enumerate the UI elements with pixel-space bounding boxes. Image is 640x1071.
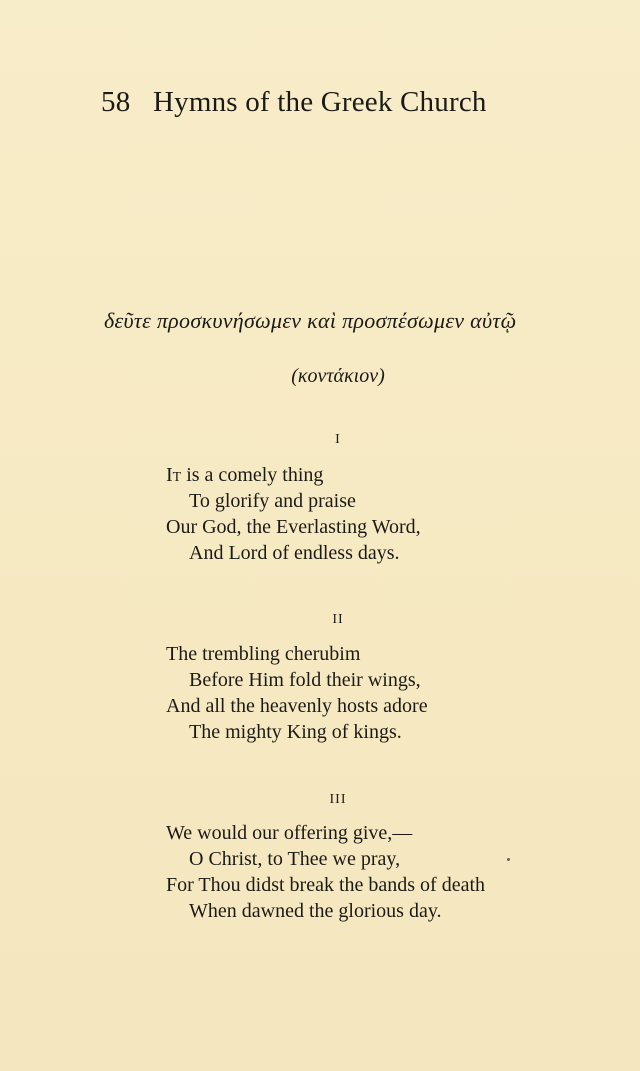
drop-word: It	[166, 464, 182, 486]
stanza-numeral-3: III	[329, 792, 347, 807]
hymn-subtitle-greek: (κοντάκιον)	[291, 365, 385, 387]
line-text: is a comely thing	[181, 464, 324, 486]
stanza-1	[166, 462, 421, 566]
running-header	[101, 86, 487, 126]
stanza-line: The mighty King of kings.	[189, 721, 402, 743]
stanza-line: When dawned the glorious day.	[189, 900, 442, 922]
stanza-2	[166, 641, 428, 745]
hymn-title-greek: δεῦτε προσκυνήσωμεν καὶ προσπέσωμεν αὐτῷ	[104, 308, 517, 333]
stanza-line: Our God, the Everlasting Word,	[166, 516, 421, 538]
stanza-numeral-2: II	[332, 612, 344, 627]
stanza-3	[166, 820, 485, 924]
stanza-line	[166, 462, 421, 488]
stanza-line: The trembling cherubim	[166, 643, 361, 665]
paper-speck	[507, 858, 510, 861]
stanza-line: And all the heavenly hosts adore	[166, 695, 428, 717]
page-number: 58	[101, 86, 131, 118]
stanza-numeral-1: I	[335, 432, 341, 447]
stanza-line: O Christ, to Thee we pray,	[189, 848, 401, 870]
stanza-line: To glorify and praise	[189, 490, 356, 512]
stanza-line: We would our offering give,—	[166, 822, 413, 844]
stanza-line: For Thou didst break the bands of death	[166, 874, 486, 896]
running-title: Hymns of the Greek Church	[153, 86, 487, 118]
stanza-line: Before Him fold their wings,	[189, 669, 421, 691]
stanza-line: And Lord of endless days.	[189, 542, 400, 564]
